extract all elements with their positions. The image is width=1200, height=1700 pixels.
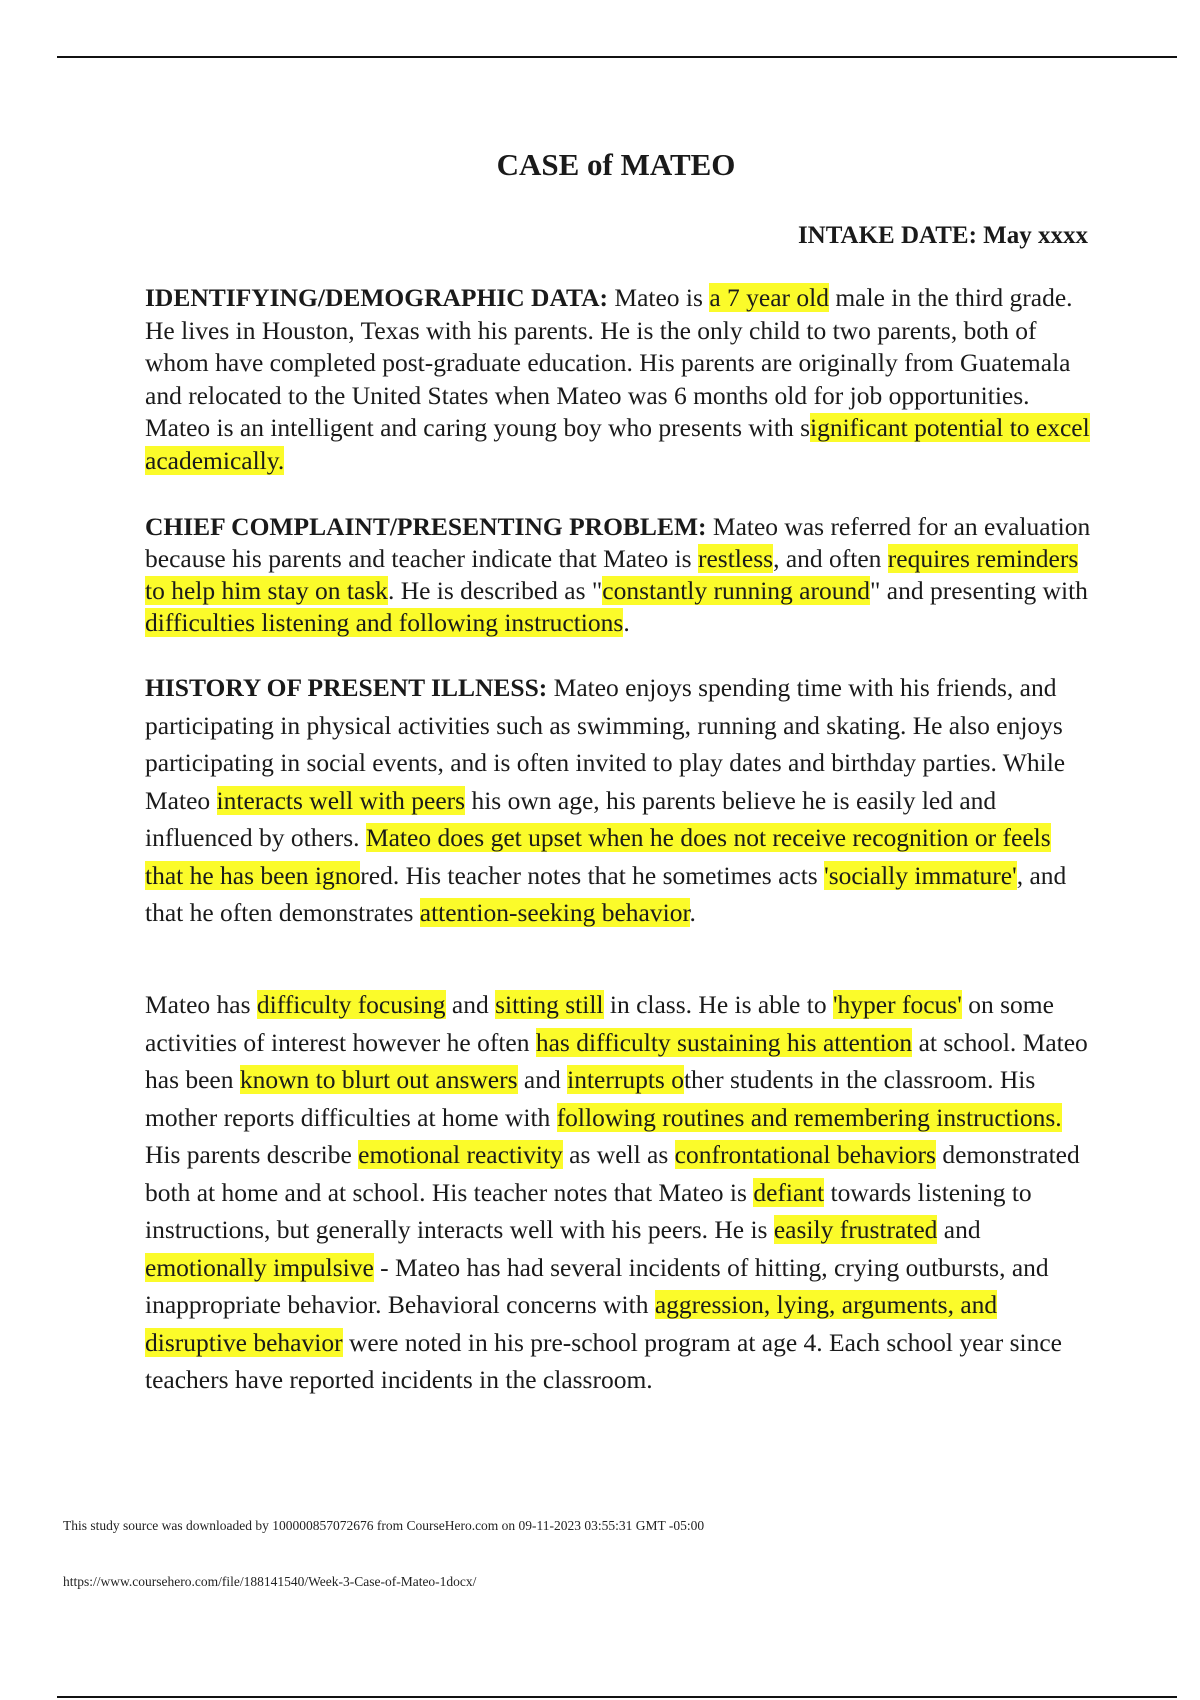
- body-text: were noted in his pre-school program at age 4. Each school year since teachers have reported incidents in the classroom.: [145, 1327, 1062, 1394]
- highlighted-text: attention-seeking behavior: [419, 898, 690, 927]
- highlighted-text: restless: [697, 544, 774, 573]
- source-url: https://www.coursehero.com/file/188141540/Week-3-Case-of-Mateo-1docx/: [63, 1574, 477, 1589]
- body-text: demonstrated both at home and at school. His teacher notes that Mateo is: [145, 1140, 1080, 1207]
- highlighted-text: difficulties listening and following instructions: [145, 608, 624, 637]
- highlighted-text: 'socially immature': [824, 860, 1017, 890]
- body-text: Mateo enjoys spending time with his friends, and participating in physical activities such as swimming, running and skating. He also enjoys participating in social events, and is often invited to play dates and birthday parties. While Mateo: [145, 673, 1066, 815]
- body-text: as well as: [562, 1140, 675, 1169]
- body-text: - Mateo has had several incidents of hitting, crying outbursts, and inappropriate behavior. Behavioral concerns with: [145, 1252, 1049, 1319]
- section-label: CHIEF COMPLAINT/PRESENTING PROBLEM:: [145, 512, 707, 541]
- highlighted-text: ignificant potential to excel academically.: [145, 413, 1090, 475]
- body-text: red. His teacher notes that he sometimes acts: [360, 860, 825, 890]
- body-text: Mateo was referred for an evaluation because his parents and teacher indicate that Mateo is: [145, 512, 1091, 573]
- highlighted-text: easily frustrated: [773, 1215, 938, 1244]
- highlighted-text: Mateo does get upset when he does not receive recognition or feels that he has been igno: [145, 823, 1051, 890]
- body-text: and: [937, 1215, 981, 1244]
- body-text: and: [517, 1065, 568, 1094]
- intake-date: INTAKE DATE: May xxxx: [797, 222, 1088, 249]
- highlighted-text: sitting still: [495, 990, 604, 1019]
- body-text: " and presenting with: [870, 576, 1088, 605]
- section-label: HISTORY OF PRESENT ILLNESS:: [145, 673, 548, 702]
- highlighted-text: interrupts o: [567, 1065, 684, 1094]
- body-text: , and often: [773, 544, 888, 573]
- body-text: Mateo has: [145, 990, 257, 1019]
- highlighted-text: known to blurt out answers: [239, 1065, 518, 1094]
- body-text: at school. Mateo has been: [145, 1027, 1088, 1094]
- document-title: CASE of MATEO: [496, 147, 736, 182]
- bottom-rule: [57, 1696, 1177, 1698]
- highlighted-text: emotionally impulsive: [145, 1252, 374, 1282]
- body-text: and: [445, 990, 496, 1019]
- behavior-paragraph: [145, 986, 1095, 1399]
- body-text: His parents describe: [145, 1140, 359, 1169]
- body-text: towards listening to instructions, but generally interacts well with his peers. He is: [145, 1177, 1032, 1244]
- highlighted-text: following routines and remembering instructions.: [556, 1102, 1062, 1132]
- body-text: .: [689, 898, 696, 927]
- body-text: . He is described as ": [387, 576, 603, 605]
- body-text: .: [623, 608, 630, 637]
- body-text: his own age, his parents believe he is easily led and influenced by others.: [145, 785, 997, 852]
- section-label: IDENTIFYING/DEMOGRAPHIC DATA:: [145, 283, 609, 312]
- highlighted-text: difficulty focusing: [256, 990, 446, 1019]
- body-text: male in the third grade. He lives in Houston, Texas with his parents. He is the only child to two parents, both of whom have completed post-graduate education. His parents are originally from Guatemala and relocated to the United States when Mateo was 6 months old for job opportunities. Mateo is an intelligent and caring young boy who presents with s: [145, 283, 1073, 442]
- body-text: , and that he often demonstrates: [145, 860, 1067, 927]
- highlighted-text: confrontational behaviors: [674, 1140, 936, 1169]
- highlighted-text: constantly running around: [602, 576, 870, 605]
- chief-complaint-paragraph: [145, 511, 1095, 639]
- body-text: on some activities of interest however he often: [145, 990, 1054, 1057]
- body-text: Mateo is: [608, 283, 710, 312]
- body-text: ther students in the classroom. His mother reports difficulties at home with: [145, 1065, 1036, 1132]
- top-rule: [57, 56, 1177, 58]
- highlighted-text: defiant: [753, 1177, 825, 1207]
- body-text: in class. He is able to: [603, 990, 833, 1019]
- highlighted-text: interacts well with peers: [216, 785, 466, 815]
- highlighted-text: 'hyper focus': [832, 990, 962, 1019]
- download-source-note: This study source was downloaded by 100000857072676 from CourseHero.com on 09-11-2023 03:55:31 GMT -05:00: [63, 1518, 705, 1533]
- highlighted-text: a 7 year old: [709, 283, 829, 312]
- highlighted-text: emotional reactivity: [358, 1140, 563, 1169]
- history-paragraph: [145, 669, 1095, 932]
- highlighted-text: requires reminders to help him stay on task: [145, 544, 1079, 605]
- identifying-data-paragraph: [145, 282, 1095, 477]
- highlighted-text: aggression, lying, arguments, and disruptive behavior: [145, 1290, 998, 1357]
- highlighted-text: has difficulty sustaining his attention: [535, 1027, 913, 1057]
